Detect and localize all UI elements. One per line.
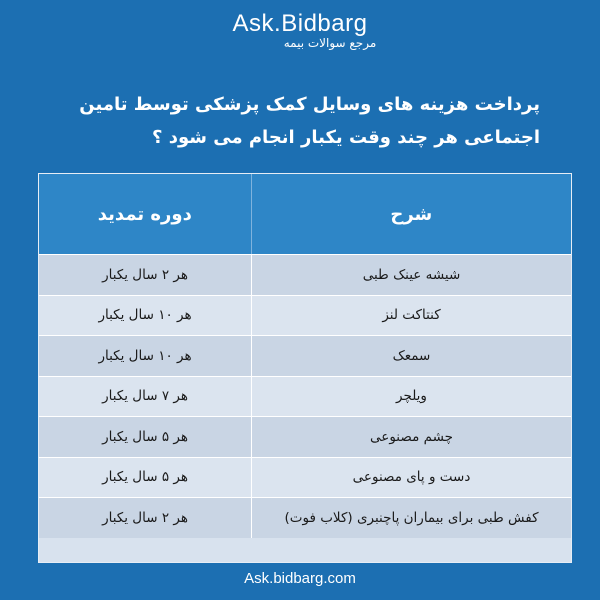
page-title: [50, 88, 540, 154]
logo-text: Ask.Bidbarg: [232, 10, 368, 37]
row-period: هر ۲ سال یکبار: [102, 266, 188, 283]
table-row: [39, 376, 571, 417]
row-period: هر ۷ سال یکبار: [102, 388, 188, 405]
table-row: [39, 457, 571, 498]
table-row: [39, 416, 571, 457]
row-period: هر ۱۰ سال یکبار: [98, 307, 192, 324]
row-period: هر ۵ سال یکبار: [102, 469, 188, 486]
table-row: [39, 295, 571, 336]
row-description: شیشه عینک طبی: [251, 255, 571, 295]
header-description: شرح: [251, 174, 571, 254]
logo-subtitle: مرجع سوالات بیمه: [283, 36, 377, 50]
header-period: دوره تمدید: [97, 203, 192, 225]
row-description: ویلچر: [251, 377, 571, 417]
footer-url[interactable]: Ask.bidbarg.com: [244, 570, 356, 587]
row-description: کفش طبی برای بیماران پاچنبری (کلاب فوت): [251, 498, 571, 538]
row-period: هر ۱۰ سال یکبار: [98, 347, 192, 364]
row-description: چشم مصنوعی: [251, 417, 571, 457]
renewal-table: [38, 173, 572, 563]
row-description: دست و پای مصنوعی: [251, 458, 571, 498]
logo-wordmark: [233, 10, 368, 38]
table-row: [39, 497, 571, 538]
table-row: [39, 335, 571, 376]
table-header: [39, 174, 571, 254]
row-period: هر ۵ سال یکبار: [102, 428, 188, 445]
title-line-1: پرداخت هزینه های وسایل کمک پزشکی توسط تامین: [79, 94, 540, 115]
title-line-2: اجتماعی هر چند وقت یکبار انجام می شود ؟: [152, 127, 540, 148]
table-row: [39, 254, 571, 295]
row-description: سمعک: [251, 336, 571, 376]
row-period: هر ۲ سال یکبار: [102, 509, 188, 526]
row-description: کنتاکت لنز: [251, 296, 571, 336]
brand-logo: [0, 10, 600, 50]
table-body: [39, 254, 571, 538]
